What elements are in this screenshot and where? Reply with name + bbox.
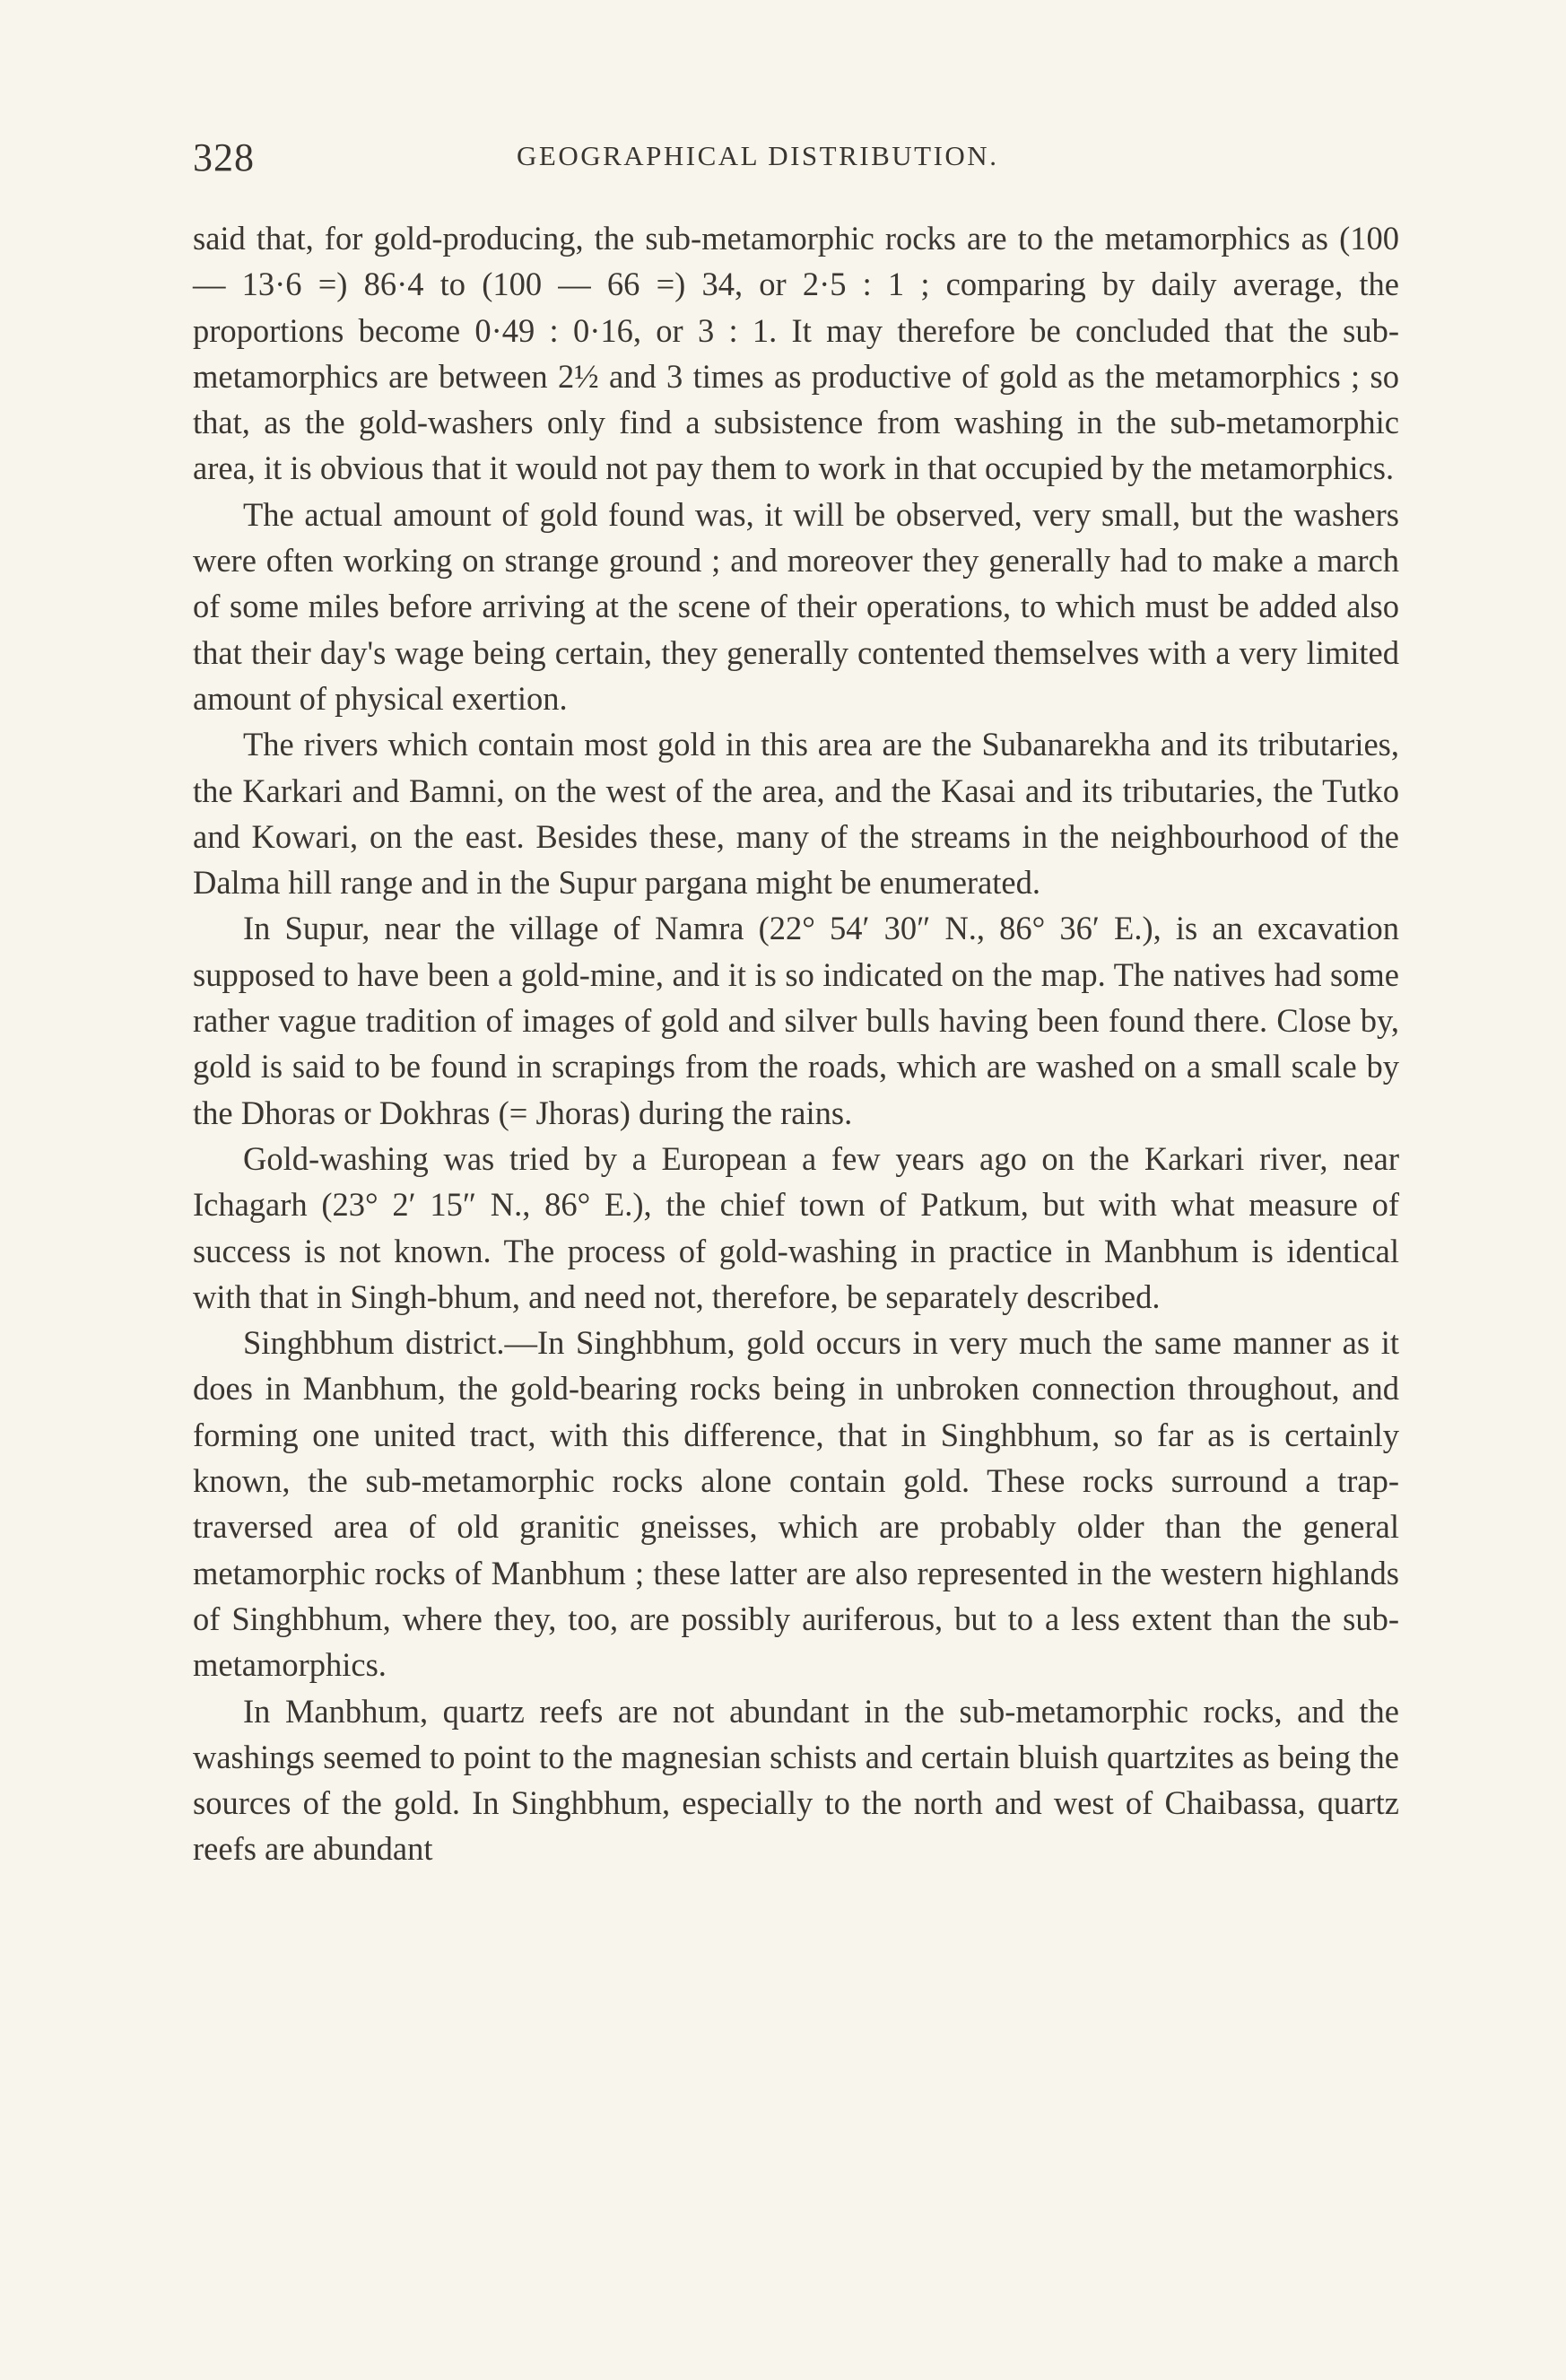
paragraph: The rivers which contain most gold in this area are the Subanarekha and its tributaries, the Karkari and Bamni, on the west of the area, and the Kasai and its tributaries, the Tutko and Kowari, on the east. Besides these, many of the streams in the neighbourhood of the Dalma hill range and in the Supur pargana might be enumerated. (193, 726, 1399, 902)
paragraph: In Manbhum, quartz reefs are not abundant in the sub-metamorphic rocks, and the washings seemed to point to the magnesian schists and certain bluish quartzites as being the sources of the gold. In Singhbhum, especially to the north and west of Chaibassa, quartz reefs are abundant (193, 1692, 1399, 1868)
body-text (193, 215, 1399, 1872)
page-number: 328 (193, 135, 255, 179)
paragraph: Singhbhum district.—In Singhbhum, gold occurs in very much the same manner as it does in Manbhum, the gold-bearing rocks being in unbroken connection throughout, and forming one united tract, with this difference, that in Singhbhum, so far as is certainly known, the sub-metamorphic rocks alone contain gold. These rocks surround a trap-traversed area of old granitic gneisses, which are probably older than the general metamorphic rocks of Manbhum ; these latter are also represented in the western highlands of Singhbhum, where they, too, are possibly auriferous, but to a less extent than the sub-metamorphics. (193, 1324, 1399, 1684)
running-title: GEOGRAPHICAL DISTRIBUTION. (517, 140, 999, 171)
paragraph: The actual amount of gold found was, it will be observed, very small, but the washers were often working on strange ground ; and moreover they generally had to make a march of some miles before arriving at the scene of their operations, to which must be added also that their day's wage being certain, they generally contented themselves with a very limited amount of physical exertion. (193, 495, 1399, 717)
paragraph: Gold-washing was tried by a European a few years ago on the Karkari river, near Ichagarh (23° 2′ 15″ N., 86° E.), the chief town of Patkum, but with what measure of success is not known. The process of gold-washing in practice in Manbhum is identical with that in Singh-bhum, and need not, therefore, be separately described. (193, 1139, 1399, 1315)
paragraph: In Supur, near the village of Namra (22° 54′ 30″ N., 86° 36′ E.), is an excavation supposed to have been a gold-mine, and it is so indicated on the map. The natives had some rather vague tradition of images of gold and silver bulls having been found there. Close by, gold is said to be found in scrapings from the roads, which are washed on a small scale by the Dhoras or Dokhras (= Jhoras) during the rains. (193, 910, 1399, 1131)
page-header (193, 135, 1399, 179)
paragraph: said that, for gold-producing, the sub-metamorphic rocks are to the metamorphics as (100 — 13·6 =) 86·4 to (100 — 66 =) 34, or 2·5 : 1 ; comparing by daily average, the proportions become 0·49 : 0·16, or 3 : 1. It may therefore be concluded that the sub-metamorphics are between 2½ and 3 times as productive of gold as the metamorphics ; so that, as the gold-washers only find a subsistence from washing in the sub-metamorphic area, it is obvious that it would not pay them to work in that occupied by the metamorphics. (193, 220, 1399, 487)
